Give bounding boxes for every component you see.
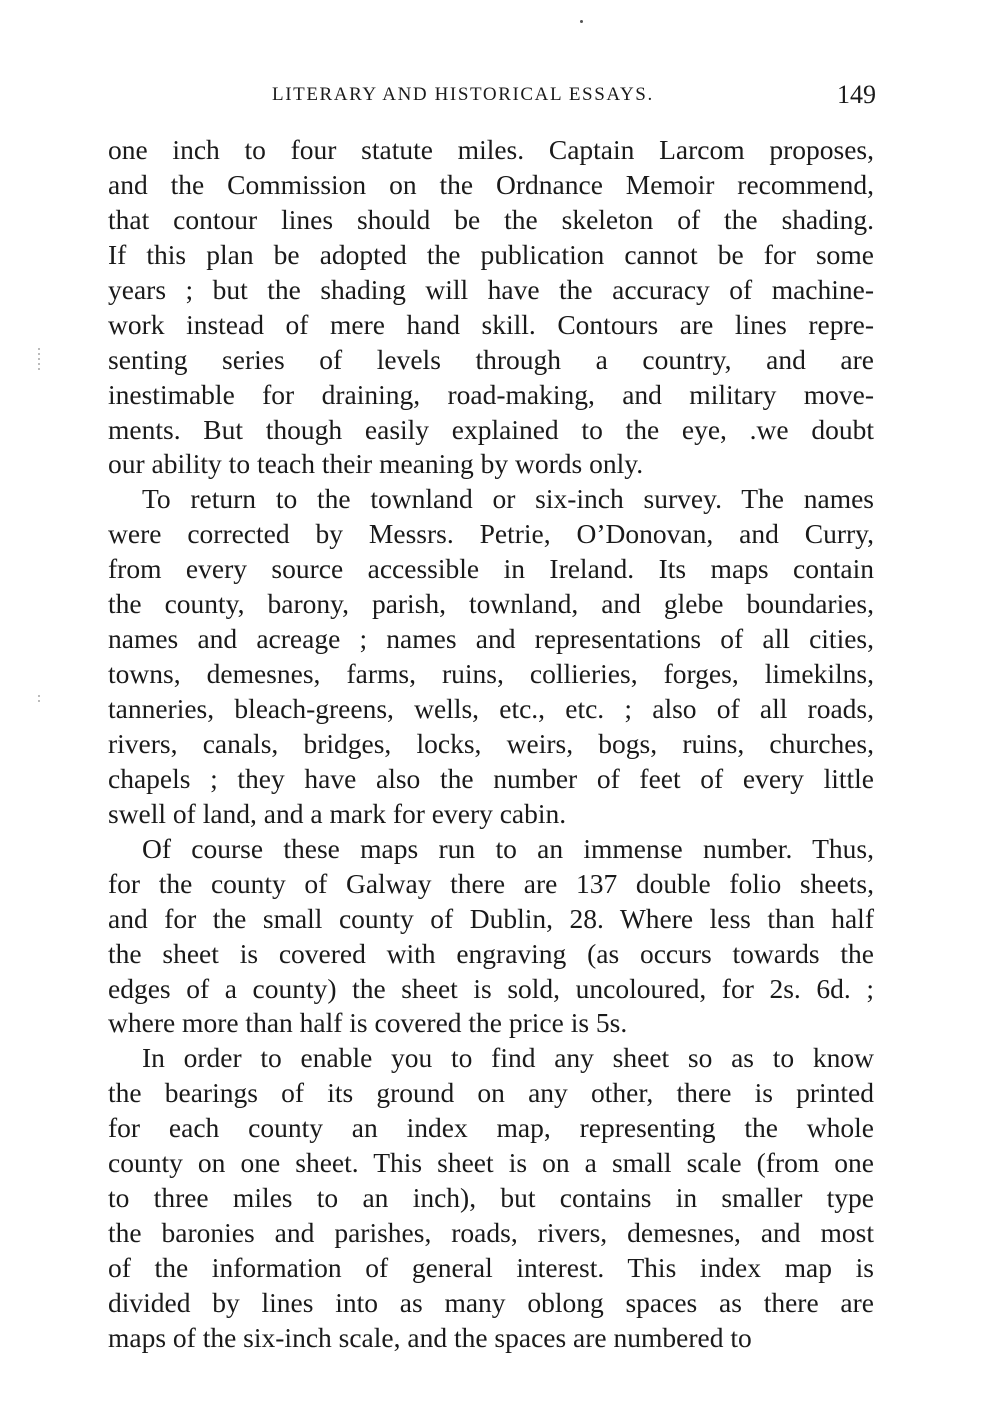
text-line: were corrected by Messrs. Petrie, O’Donovan, and Curry, <box>108 518 874 550</box>
text-line: one inch to four statute miles. Captain Larcom proposes, <box>108 134 874 165</box>
margin-mark <box>38 348 40 370</box>
text-line: where more than half is covered the price is 5s. <box>108 1007 628 1039</box>
text-line: that contour lines should be the skeleton of the shading. <box>108 203 874 235</box>
margin-mark <box>38 695 40 705</box>
text-line: divided by lines into as many oblong spaces as there are <box>108 1286 874 1318</box>
text-line: county on one sheet. This sheet is on a small scale (from one <box>108 1147 874 1179</box>
text-line: towns, demesnes, farms, ruins, collieries, forges, limekilns, <box>108 658 874 690</box>
text-line: Of course these maps run to an immense number. Thus, <box>142 832 874 864</box>
text-line: names and acreage ; names and representations of all cities, <box>108 623 874 655</box>
print-speck <box>580 20 583 23</box>
text-line: edges of a county) the sheet is sold, uncoloured, for 2s. 6d. ; <box>108 972 874 1004</box>
page-header <box>272 80 876 116</box>
text-line: for the county of Galway there are 137 double folio sheets, <box>108 867 874 899</box>
text-line: rivers, canals, bridges, locks, weirs, bogs, ruins, churches, <box>108 727 874 759</box>
body-text <box>108 133 874 1356</box>
page-number: 149 <box>837 80 876 109</box>
text-line: from every source accessible in Ireland. Its maps contain <box>108 553 874 585</box>
text-line: ments. But though easily explained to the eye, .we doubt <box>108 413 874 445</box>
text-line: work instead of mere hand skill. Contours are lines repre- <box>108 308 874 340</box>
text-line: maps of the six-inch scale, and the spaces are numbered to <box>108 1321 752 1353</box>
text-line: the baronies and parishes, roads, rivers, demesnes, and most <box>108 1217 874 1249</box>
text-line: swell of land, and a mark for every cabin. <box>108 797 567 829</box>
running-head: LITERARY AND HISTORICAL ESSAYS. <box>272 84 654 105</box>
text-line: To return to the townland or six-inch survey. The names <box>142 483 874 515</box>
paragraph <box>108 133 874 482</box>
text-line: our ability to teach their meaning by words only. <box>108 448 644 480</box>
text-line: If this plan be adopted the publication cannot be for some <box>108 238 874 270</box>
text-line: the county, barony, parish, townland, and glebe boundaries, <box>108 588 874 620</box>
text-line: chapels ; they have also the number of feet of every little <box>108 762 874 794</box>
paragraph <box>108 1041 874 1355</box>
text-line: to three miles to an inch), but contains in smaller type <box>108 1182 874 1214</box>
text-line: and the Commission on the Ordnance Memoir recommend, <box>108 168 874 200</box>
text-line: the sheet is covered with engraving (as occurs towards the <box>108 937 874 969</box>
text-line: and for the small county of Dublin, 28. Where less than half <box>108 902 874 934</box>
text-line: of the information of general interest. This index map is <box>108 1252 874 1283</box>
text-line: tanneries, bleach-greens, wells, etc., etc. ; also of all roads, <box>108 693 874 724</box>
text-line: inestimable for draining, road-making, and military move- <box>108 378 874 410</box>
text-line: senting series of levels through a country, and are <box>108 343 874 375</box>
paragraph <box>108 832 874 1042</box>
text-line: the bearings of its ground on any other, there is printed <box>108 1077 874 1109</box>
text-line: In order to enable you to find any sheet so as to know <box>142 1042 874 1074</box>
paragraph <box>108 482 874 831</box>
text-line: years ; but the shading will have the accuracy of machine- <box>108 273 874 305</box>
text-line: for each county an index map, representing the whole <box>108 1112 874 1144</box>
